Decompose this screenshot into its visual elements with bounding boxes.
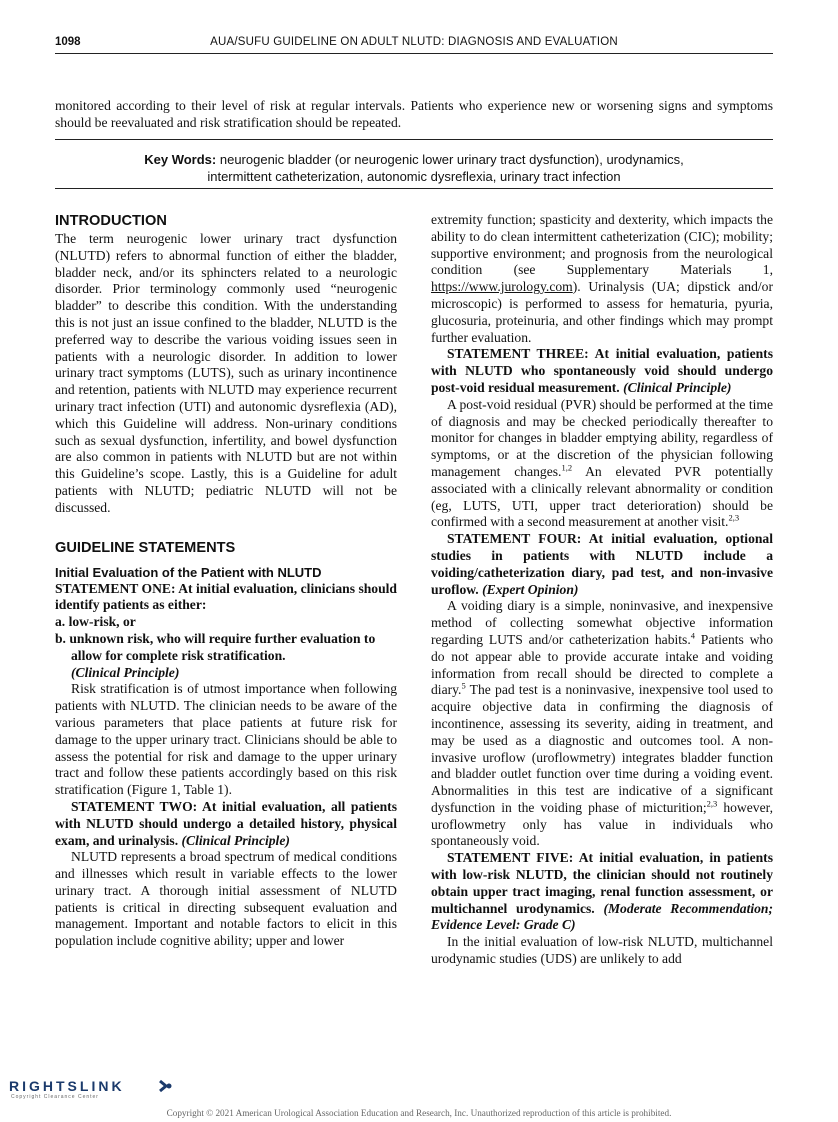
page-number: 1098 (55, 36, 81, 48)
running-header (55, 33, 773, 54)
journal-link[interactable]: https://www.jurology.com (431, 279, 573, 295)
keywords-label: Key Words: (144, 152, 217, 167)
statement-five-grade: (Moderate Recommendation; Evidence Level: Grade C) (431, 900, 774, 933)
statement-three: STATEMENT THREE: At initial evaluation, patients with NLUTD who spontaneously void should undergo post-void residual measurement. (Clinical Principle) (431, 346, 773, 395)
keywords-line-2: intermittent catheterization, autonomic dysreflexia, urinary tract infection (207, 169, 621, 184)
statement-one-item-b: b. unknown risk, who will require further evaluation to allow for complete risk stratification. (Clinical Principle) (55, 630, 376, 680)
statement-three-body: A post-void residual (PVR) should be performed at the time of diagnosis and may be checked periodically thereafter to monitor for changes in bladder emptying ability, regardless of symptoms, or at the discretion of the physician following management changes.$^{1,2}$ An elevated PVR potentially associated with a clinically relevant abnormality or condition (eg, LUTS, UTI, upper tract deterioration) should be confirmed with a second measurement at another visit.$^{2,3}$ (431, 396, 773, 530)
statement-two-body: NLUTD represents a broad spectrum of medical conditions and illnesses which result in variable effects to the lower urinary tract. A thorough initial assessment of NLUTD patients is critical in directing subsequent evaluation and management. Important and notable factors to elicit in this population include cognitive ability; upper and lower (55, 849, 397, 949)
statement-four: STATEMENT FOUR: At initial evaluation, optional studies in patients with NLUTD include a voiding/catheterization diary, pad test, and non-invasive uroflow. (Expert Opinion) (431, 531, 773, 597)
statement-one-grade: (Clinical Principle) (71, 664, 180, 680)
rightslink-arrow-icon (157, 1079, 173, 1093)
copyright-notice: Copyright © 2021 American Urological Association Education and Research, Inc. Unauthorized reproduction of this article is prohibited. (166, 1108, 672, 1118)
rightslink-logo-text: RIGHTSLINK (9, 1078, 125, 1094)
statement-two: STATEMENT TWO: At initial evaluation, all patients with NLUTD should undergo a detailed history, physical exam, and urinalysis. (Clinical Principle) (55, 798, 397, 848)
left-column (55, 212, 397, 950)
statement-four-grade: (Expert Opinion) (482, 581, 579, 597)
statement-five-body: In the initial evaluation of low-risk NLUTD, multichannel urodynamic studies (UDS) are unlikely to add (431, 934, 773, 967)
statement-one: STATEMENT ONE: At initial evaluation, clinicians should identify patients as either: (55, 580, 397, 613)
abstract-tail: monitored according to their level of risk at regular intervals. Patients who experience new or worsening signs and symptoms should be reevaluated and risk stratification should be repeated. (55, 98, 773, 130)
guideline-statements-heading: GUIDELINE STATEMENTS (55, 539, 236, 556)
citation: 1,2 (561, 462, 573, 473)
citation: 2,3 (706, 798, 718, 809)
statement-two-grade: (Clinical Principle) (181, 832, 290, 848)
rightslink-subtext: Copyright Clearance Center (11, 1094, 99, 1100)
statement-four-body: A voiding diary is a simple, noninvasive, and inexpensive method of collecting somewhat objective information regarding LUTS and/or catheterization habits.$^4$ Patients who do not appear able to provide accurate intake and voiding information from recall should be directed to complete a diary.$^5$ The pad test is a noninvasive, inexpensive tool used to acquire objective data in confirming the diagnosis of incontinence, assessing its severity, aiding in treatment, and may be used as a diagnostic and outcomes tool. A non-invasive uroflow (uroflowmetry) integrates bladder function and bladder outlet function over time during a voiding event. Abnormalities in this test are indicative of a significant dysfunction in the voiding phase of micturition;$^{2,3}$ however, uroflowmetry only has value in individuals who spontaneously void. (431, 598, 773, 849)
rightslink-logo[interactable] (9, 1078, 179, 1102)
citation: 5 (461, 680, 466, 691)
introduction-paragraph: The term neurogenic lower urinary tract dysfunction (NLUTD) refers to abnormal function of either the bladder, bladder neck, and/or its sphincters related to a neurologic disorder. Prior terminology commonly used “neurogenic bladder” to describe this condition. With the understanding this is not just an issue confined to the bladder, NLUTD is the preferred way to describe the various voiding issues seen in patients with a neurologic disorder. In addition to lower urinary tract symptoms (LUTS), such as urinary incontinence and retention, patients with NLUTD may experience recurrent urinary tract infection (UTI) and autonomic dysreflexia (AD), which this Guideline will address. Non-urinary conditions such as sexual dysfunction, infertility, and bowel dysfunction are also common in patients with NLUTD but are not within this Guideline’s scope. Lastly, this is a Guideline for adult patients with NLUTD; pediatric NLUTD will not be discussed. (55, 231, 397, 515)
statement-three-grade: (Clinical Principle) (623, 379, 732, 395)
initial-evaluation-subheading: Initial Evaluation of the Patient with NLUTD (55, 564, 322, 580)
running-title: AUA/SUFU GUIDELINE ON ADULT NLUTD: DIAGNOSIS AND EVALUATION (210, 36, 618, 48)
introduction-heading: INTRODUCTION (55, 213, 167, 229)
continued-paragraph: extremity function; spasticity and dexterity, which impacts the ability to do clean intermittent catheterization (CIC); mobility; supportive environment; and prognosis from the neurological condition (see Supplementary Materials 1, https://www.jurology.com). Urinalysis (UA; dipstick and/or microscopic) is performed to assess for hematuria, pyuria, glucosuria, proteinuria, and other findings which may prompt further evaluation. (431, 212, 773, 345)
right-column (431, 212, 773, 968)
citation: 2,3 (728, 512, 740, 523)
keywords-box (55, 139, 773, 189)
keywords-line-1: Key Words: neurogenic bladder (or neurogenic lower urinary tract dysfunction), urodynamics, (144, 152, 684, 167)
statement-one-item-a: a. low-risk, or (55, 614, 136, 630)
statement-five: STATEMENT FIVE: At initial evaluation, in patients with low-risk NLUTD, the clinician should not routinely obtain upper tract imaging, renal function assessment, or multichannel urodynamics. (Moderate Recommendation; Evidence Level: Grade C) (431, 850, 774, 933)
statement-one-body: Risk stratification is of utmost importance when following patients with NLUTD. The clinician needs to be aware of the various parameters that place patients at future risk for damage to the upper urinary tract. Clinicians should be able to assess the potential for risk and damage to the upper urinary tract and follow these patients accordingly based on this risk stratification (Figure 1, Table 1). (55, 681, 397, 798)
citation: 4 (690, 630, 695, 641)
